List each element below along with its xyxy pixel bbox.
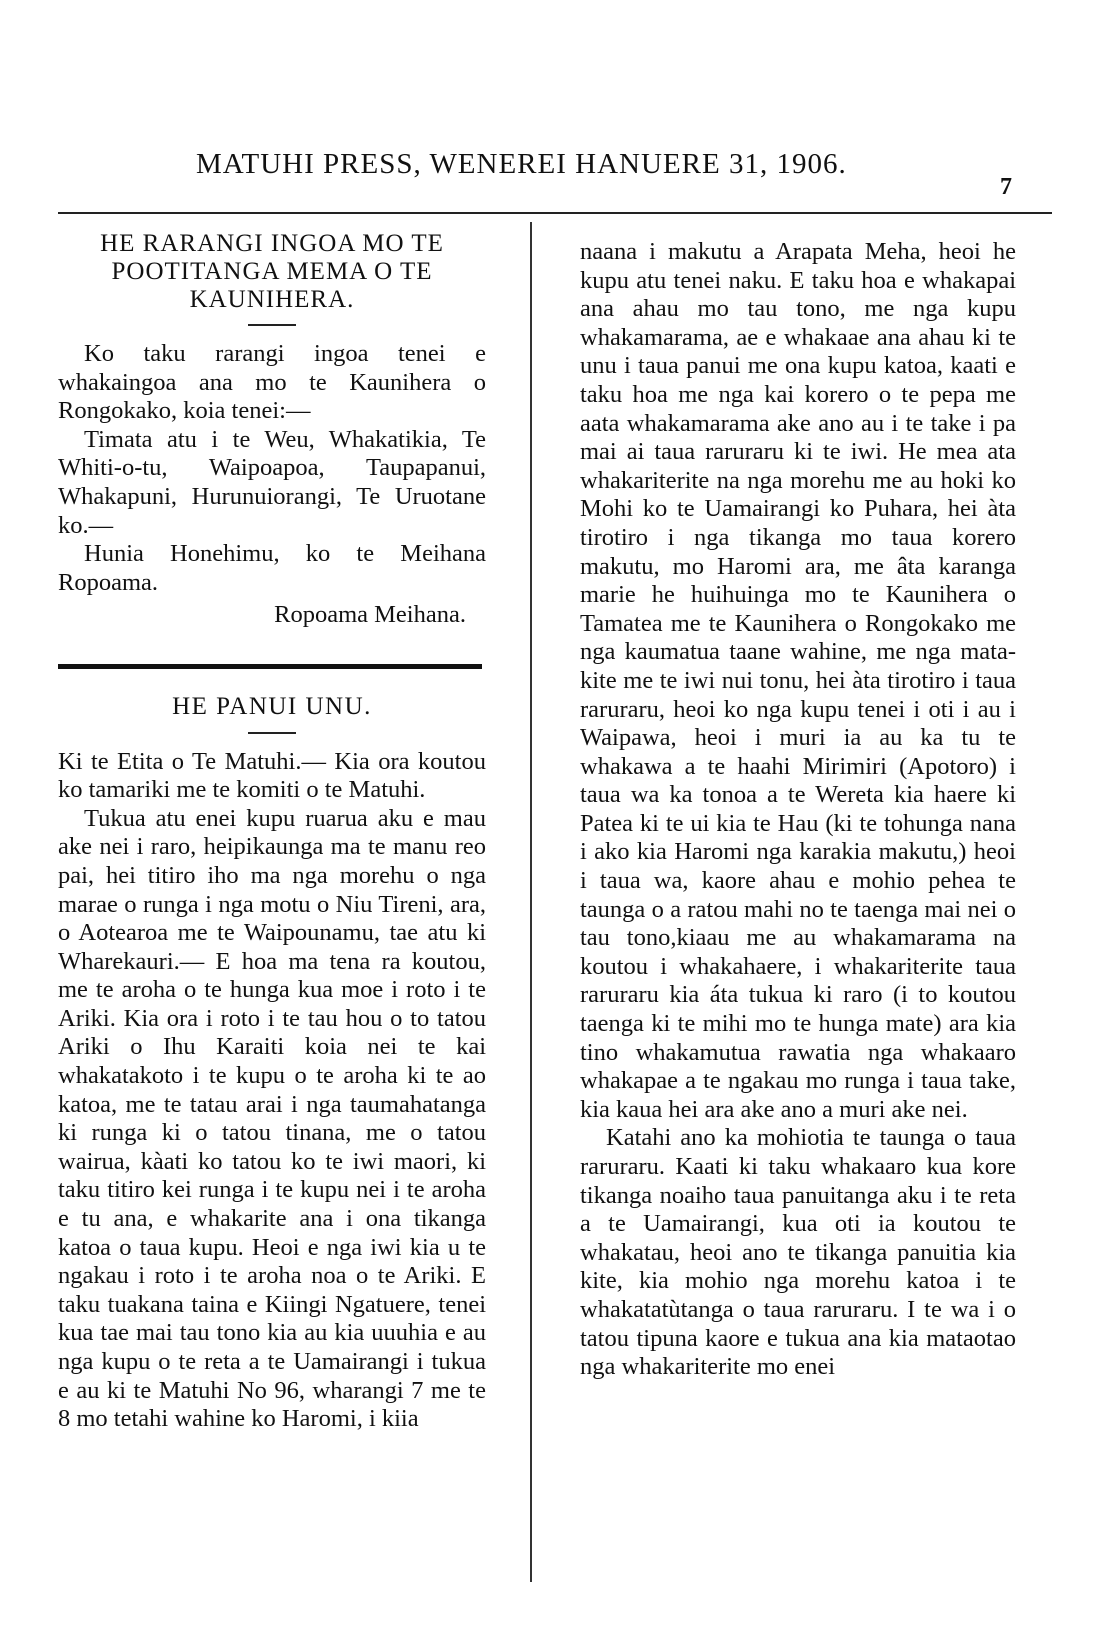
section1-heading: HE RARANGI INGOA MO TE POOTITANGA MEMA O TE KAUNIHERA. bbox=[100, 230, 444, 313]
left-column bbox=[58, 230, 486, 1434]
short-divider bbox=[248, 324, 296, 326]
section2-paragraph: Tukua atu enei kupu ruarua aku e mau ake nei i raro, heipikaunga ma te manu reo pai, hei titiro iho ma nga morehu o nga marae o runga i nga motu o Niu Tireni, ara, o Aotearoa me te Waipounamu, tae atu ki Wharekauri.— E hoa ma tena ra koutou, me te aroha o te hunga kua moe i roto i te Ariki. Kia ora i roto i te tau hou o to tatou Ariki o Ihu Karaiti koia nei te kai whakatakoto i te kupu o te aroha ki te ao katoa, me te tatau arai i nga taumahatanga ki runga ki o tatou tinana, me o tatou wairua, kàati ko tatou ko te iwi maori, ki taku titiro kei runga i te kupu nei i te aroha e tu ana, e whakarite ana i ona tikanga katoa o taua kupu. Heoi e nga iwi kia u te ngakau i roto i te aroha noa o te Ariki. E taku tuakana taina e Kiingi Ngatuere, tenei kua tae mai tau tono kia au kia uuuhia e au nga kupu o te reta a te Uamairangi i tukua e au ki te Matuhi No 96, wharangi 7 me te 8 mo tetahi wahine ko Haromi, i kiia bbox=[58, 804, 486, 1433]
section1-paragraph: Ko taku rarangi ingoa tenei e whakaingoa ana mo te Kaunihera o Rongokako, koia tenei:— bbox=[58, 340, 486, 425]
section2-heading: HE PANUI UNU. bbox=[172, 692, 372, 720]
section2-paragraph: Ki te Etita o Te Matuhi.— Kia ora koutou ko tamariki me te komiti o te Matuhi. bbox=[58, 747, 486, 804]
page-number: 7 bbox=[1000, 174, 1012, 200]
right-paragraph: naana i makutu a Arapata Meha, heoi he kupu atu tenei naku. E taku hoa e whakapai ana ahau mo tau tono, me nga kupu whakamarama, ae e whakaae ana ahau ki te unu i taua panui me ona kupu katoa, kaati e taku hoa me nga kai korero o te pepa me aata whakamarama ake ano au i te take i pa mai ai taua raruraru ki te iwi. He mea ata whakariterite na nga morehu me au hoki ko Mohi ko te Uamairangi ko Puhara, hei àta tirotiro i nga tikanga mo taua korero makutu, mo Haromi ara, me âta karanga marie he huihuinga mo te Kaunihera o Tamatea me te Kaunihera o Rongokako me nga kaumatua taane wahine, me nga mata-kite me te iwi nui tonu, hei àta tirotiro i taua raruraru, heoi ko nga kupu tenei i oti i au i Waipawa, heoi i muri ia au ka tu te whakawa a te haahi Mirimiri (Apotoro) i taua wa ka tonoa a te Wereta kia haere ki Patea ki te ui kia te Hau (ki te tohunga nana i ako kia Haromi nga karakia makutu,) heoi i taua wa, kaore ahau e mohio pehea te taunga o a ratou mahi no te taenga mai nei o tau tono,kiaau me au whakamarama na koutou i whakahaere, i whakariterite taua raruraru kia áta tukua ki raro (i to koutou taenga ki te mihi mo te hunga mate) ara kia tino whakamutua rawatia nga whakaaro whakapae a te ngakau mo runga i taua take, kia kaua hei ara ake ano a muri ake nei. bbox=[580, 238, 1016, 1123]
right-paragraph: Katahi ano ka mohiotia te taunga o taua raruraru. Kaati ki taku whakaaro kua kore tikanga noaiho taua panuitanga aku i te reta a te Uamairangi, kua oti ia koutou te whakatau, heoi ano te tikanga panuitia kia kite, kia mohio nga morehu katoa i te whakatatùtanga o taua raruraru. I te wa i o tatou tipuna kaore e tukua ana kia mataotao nga whakariterite mo enei bbox=[580, 1124, 1016, 1381]
section1-paragraph: Timata atu i te Weu, Whakatikia, Te Whiti-o-tu, Waipoapoa, Taupapanui, Whakapuni, Hurunuiorangi, Te Uruotane ko.— bbox=[58, 425, 486, 539]
newspaper-header-title: MATUHI PRESS, WENEREI HANUERE 31, 1906. bbox=[196, 148, 847, 180]
section2 bbox=[58, 693, 486, 1434]
signature: Ropoama Meihana. bbox=[274, 601, 466, 629]
right-column bbox=[580, 238, 1016, 1382]
page-header bbox=[0, 148, 1114, 208]
short-divider bbox=[248, 732, 296, 734]
section1-paragraph: Hunia Honehimu, ko te Meihana Ropoama. bbox=[58, 540, 486, 596]
column-divider bbox=[530, 222, 532, 1582]
header-rule bbox=[58, 212, 1052, 214]
section-divider bbox=[58, 664, 482, 669]
